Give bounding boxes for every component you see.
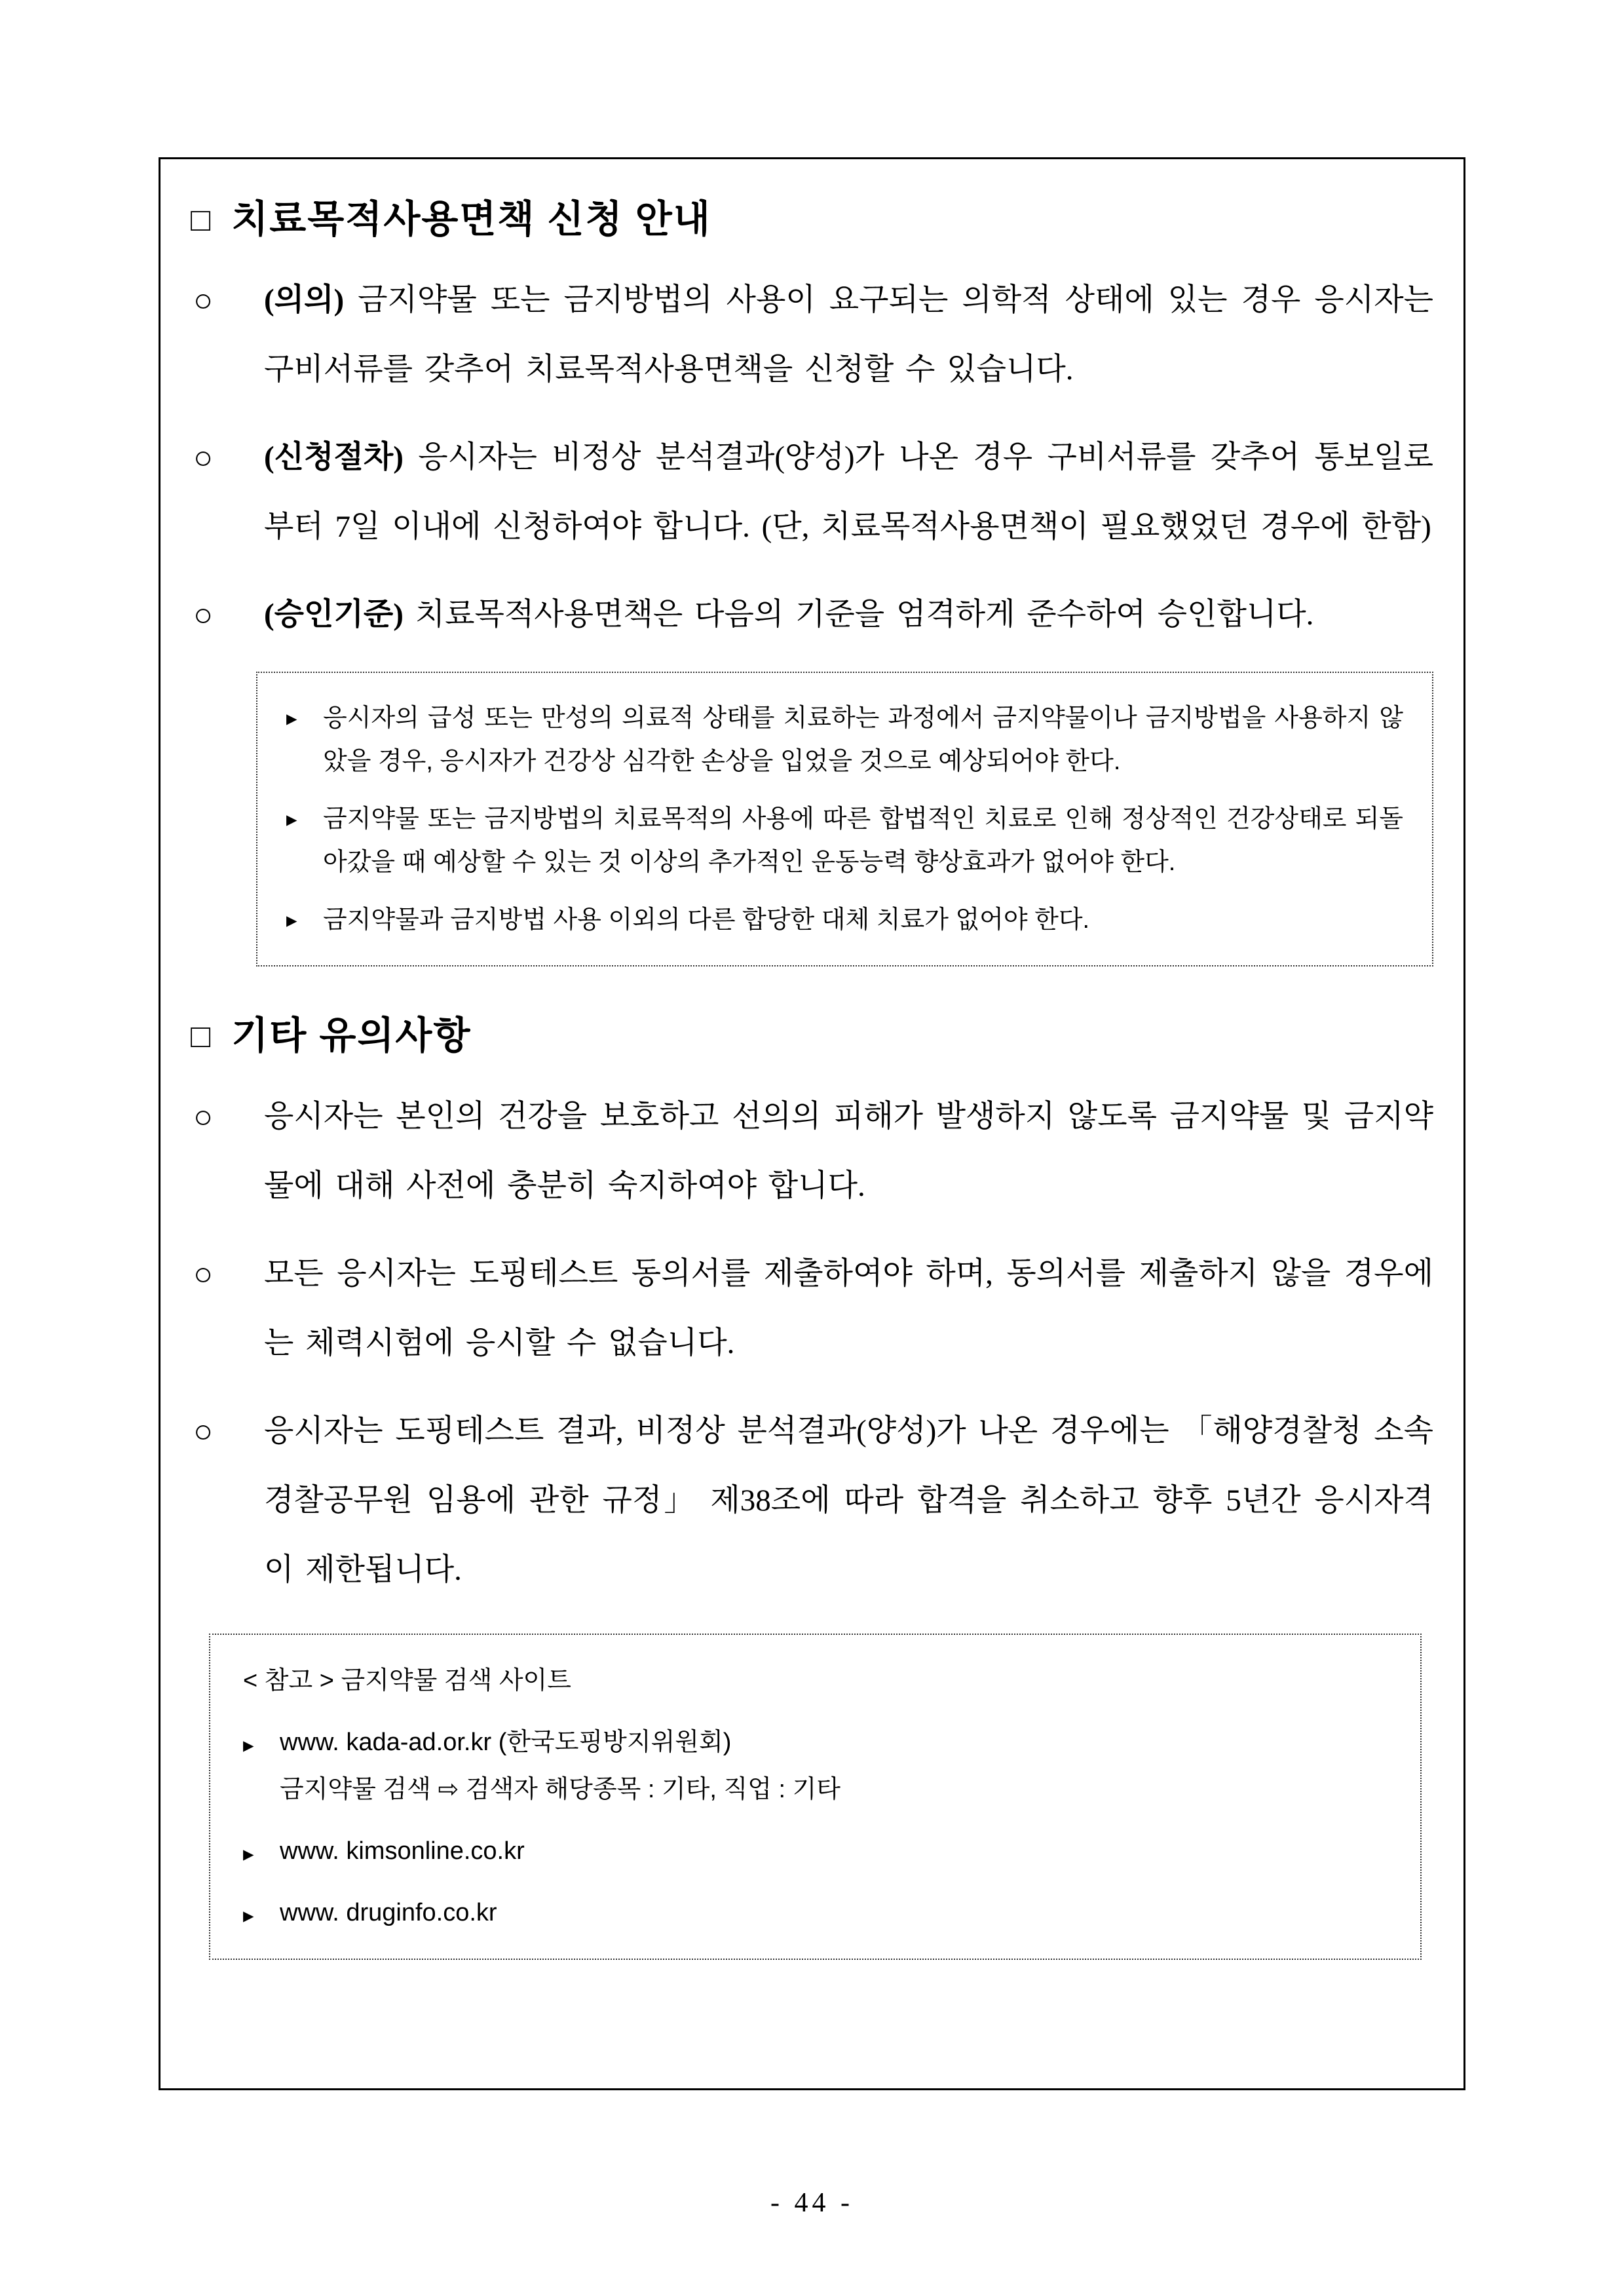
criteria-item	[286, 697, 1403, 783]
triangle-bullet-icon: ▸	[286, 807, 297, 832]
square-bullet-icon: □	[191, 201, 212, 239]
page-number: - 44 -	[770, 2188, 854, 2218]
reference-url: www. kimsonline.co.kr	[280, 1837, 525, 1866]
reference-box	[209, 1634, 1422, 1960]
triangle-bullet-icon: ▸	[243, 1732, 254, 1757]
reference-note: 금지약물 검색 ⇨ 검색자 해당종목 : 기타, 직업 : 기타	[280, 1776, 840, 1804]
bullet-item	[191, 1396, 1433, 1605]
bullet-text: 응시자는 본인의 건강을 보호하고 선의의 피해가 발생하지 않도록 금지약물 및 금지약물에 대해 사전에 충분히 숙지하여야 합니다.	[264, 1100, 1433, 1204]
criteria-text: 금지약물과 금지방법 사용 이외의 다른 합당한 대체 치료가 없어야 한다.	[323, 906, 1090, 934]
circle-bullet-icon: ○	[193, 1255, 214, 1293]
bullet-text: 모든 응시자는 도핑테스트 동의서를 제출하여야 하며, 동의서를 제출하지 않을 경우에는 체력시험에 응시할 수 없습니다.	[264, 1257, 1433, 1361]
bullet-label: (의의)	[264, 283, 345, 318]
bullet-text: 응시자는 도핑테스트 결과, 비정상 분석결과(양성)가 나온 경우에는 「해양경찰청 소속 경찰공무원 임용에 관한 규정」 제38조에 따라 합격을 취소하고 향후 5년간 응시자격이 제한됩니다.	[264, 1414, 1433, 1588]
bullet-text: 금지약물 또는 금지방법의 사용이 요구되는 의학적 상태에 있는 경우 응시자는 구비서류를 갖추어 치료목적사용면책을 신청할 수 있습니다.	[264, 283, 1434, 387]
criteria-text: 금지약물 또는 금지방법의 치료목적의 사용에 따른 합법적인 치료로 인해 정상적인 건강상태로 되돌아갔을 때 예상할 수 있는 것 이상의 추가적인 운동능력 향상효과가 없어야 한다.	[323, 805, 1403, 877]
triangle-bullet-icon: ▸	[243, 1841, 254, 1866]
criteria-item	[286, 797, 1403, 884]
reference-url: www. kada-ad.or.kr (한국도핑방지위원회)	[280, 1729, 732, 1757]
section1-heading	[191, 192, 1433, 247]
criteria-item	[286, 898, 1403, 942]
triangle-bullet-icon: ▸	[243, 1903, 254, 1928]
circle-bullet-icon: ○	[193, 439, 214, 476]
criteria-text: 응시자의 급성 또는 만성의 의료적 상태를 치료하는 과정에서 금지약물이나 금지방법을 사용하지 않았을 경우, 응시자가 건강상 심각한 손상을 입었을 것으로 예상되어야 한다.	[323, 704, 1403, 776]
circle-bullet-icon: ○	[193, 1098, 214, 1136]
circle-bullet-icon: ○	[193, 1413, 214, 1450]
bullet-item	[191, 1082, 1433, 1221]
section1-title: 치료목적사용면책 신청 안내	[231, 198, 711, 240]
square-bullet-icon: □	[191, 1018, 212, 1055]
reference-item	[243, 1894, 1388, 1931]
section2-title: 기타 유의사항	[231, 1014, 472, 1058]
bullet-text: 치료목적사용면책은 다음의 기준을 엄격하게 준수하여 승인합니다.	[415, 598, 1314, 632]
bullet-item	[191, 580, 1433, 649]
section2-heading	[191, 1008, 1433, 1063]
circle-bullet-icon: ○	[193, 282, 214, 319]
bullet-item	[191, 1239, 1433, 1378]
bullet-item	[191, 265, 1433, 404]
reference-item	[243, 1724, 1388, 1808]
bullet-item	[191, 423, 1433, 562]
bullet-label: (승인기준)	[264, 598, 404, 632]
reference-url: www. druginfo.co.kr	[280, 1899, 497, 1927]
reference-item	[243, 1833, 1388, 1869]
reference-title: < 참고 > 금지약물 검색 사이트	[243, 1667, 571, 1695]
triangle-bullet-icon: ▸	[286, 706, 297, 731]
criteria-box	[256, 672, 1433, 966]
bullet-text: 응시자는 비정상 분석결과(양성)가 나온 경우 구비서류를 갖추어 통보일로부터 7일 이내에 신청하여야 합니다. (단, 치료목적사용면책이 필요했었던 경우에 한함)	[264, 440, 1433, 545]
content-frame	[159, 157, 1465, 2090]
bullet-label: (신청절차)	[264, 440, 404, 475]
circle-bullet-icon: ○	[193, 596, 214, 634]
triangle-bullet-icon: ▸	[286, 908, 297, 932]
